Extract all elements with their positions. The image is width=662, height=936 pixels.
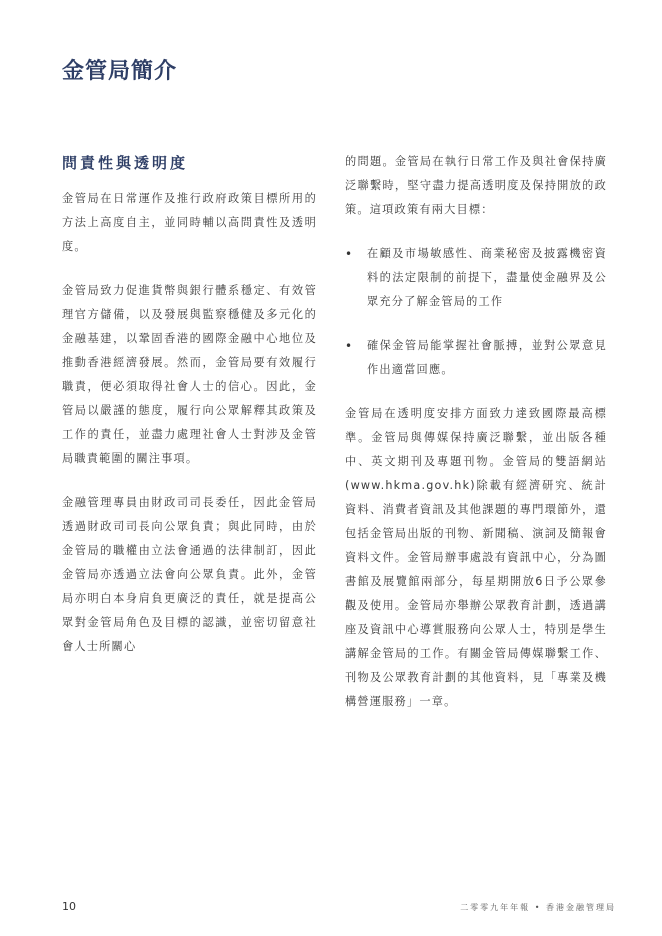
left-column xyxy=(62,187,317,679)
bullet-text: 在顧及市場敏感性、商業秘密及披露機密資料的法定限制的前提下，盡量使金融界及公眾充分了解金管局的工作 xyxy=(367,247,607,308)
paragraph: 金融管理專員由財政司司長委任，因此金管局透過財政司司長向公眾負責；與此同時，由於金管局的職權由立法會通過的法律制訂，因此金管局亦透過立法會向公眾負責。此外，金管局亦明白本身肩負更廣泛的責任，就是提高公眾對金管局角色及目標的認識，並密切留意社會人士所關心 xyxy=(62,496,317,653)
paragraph: 的問題。金管局在執行日常工作及與社會保持廣泛聯繫時，堅守盡力提高透明度及保持開放的政策。這項政策有兩大目標： xyxy=(345,155,607,216)
right-column xyxy=(345,150,607,734)
bullet-icon: • xyxy=(345,339,354,353)
page-number: 10 xyxy=(62,900,76,913)
paragraph: 金管局致力促進貨幣與銀行體系穩定、有效管理官方儲備，以及發展與監察穩健及多元化的金融基建，以鞏固香港的國際金融中心地位及推動香港經濟發展。然而，金管局要有效履行職責，便必須取得社會人士的信心。因此，金管局以嚴謹的態度，履行向公眾解釋其政策及工作的責任，並盡力處理社會人士對涉及金管局職責範圍的關注事項。 xyxy=(62,284,317,465)
bullet-icon: • xyxy=(345,247,354,261)
section-heading: 問責性與透明度 xyxy=(62,154,189,172)
paragraph: 金管局在透明度安排方面致力達致國際最高標準。金管局與傳媒保持廣泛聯繫，並出版各種中、英文期刊及專題刊物。金管局的雙語網站(www.hkma.gov.hk)除載有經濟研究、統計資料、消費者資訊及其他課題的專門環節外，還包括金管局出版的刊物、新聞稿、演詞及簡報會資料文件。金管局辦事處設有資訊中心，分為圖書館及展覽館兩部分，每星期開放6日予公眾參觀及使用。金管局亦舉辦公眾教育計劃，透過講座及資訊中心導賞服務向公眾人士，特別是學生講解金管局的工作。有關金管局傳媒聯繫工作、刊物及公眾教育計劃的其他資料，見「專業及機構營運服務」一章。 xyxy=(345,407,607,708)
bullet-text: 確保金管局能掌握社會脈搏，並對公眾意見作出適當回應。 xyxy=(367,339,607,376)
page-title: 金管局簡介 xyxy=(62,58,178,84)
bullet-list xyxy=(345,242,607,382)
bullet-item xyxy=(345,242,607,314)
bullet-item xyxy=(345,334,607,382)
paragraph: 金管局在日常運作及推行政府政策目標所用的方法上高度自主，並同時輔以高問責性及透明度。 xyxy=(62,192,317,253)
publication-footer: 二零零九年年報 • 香港金融管理局 xyxy=(460,903,616,912)
